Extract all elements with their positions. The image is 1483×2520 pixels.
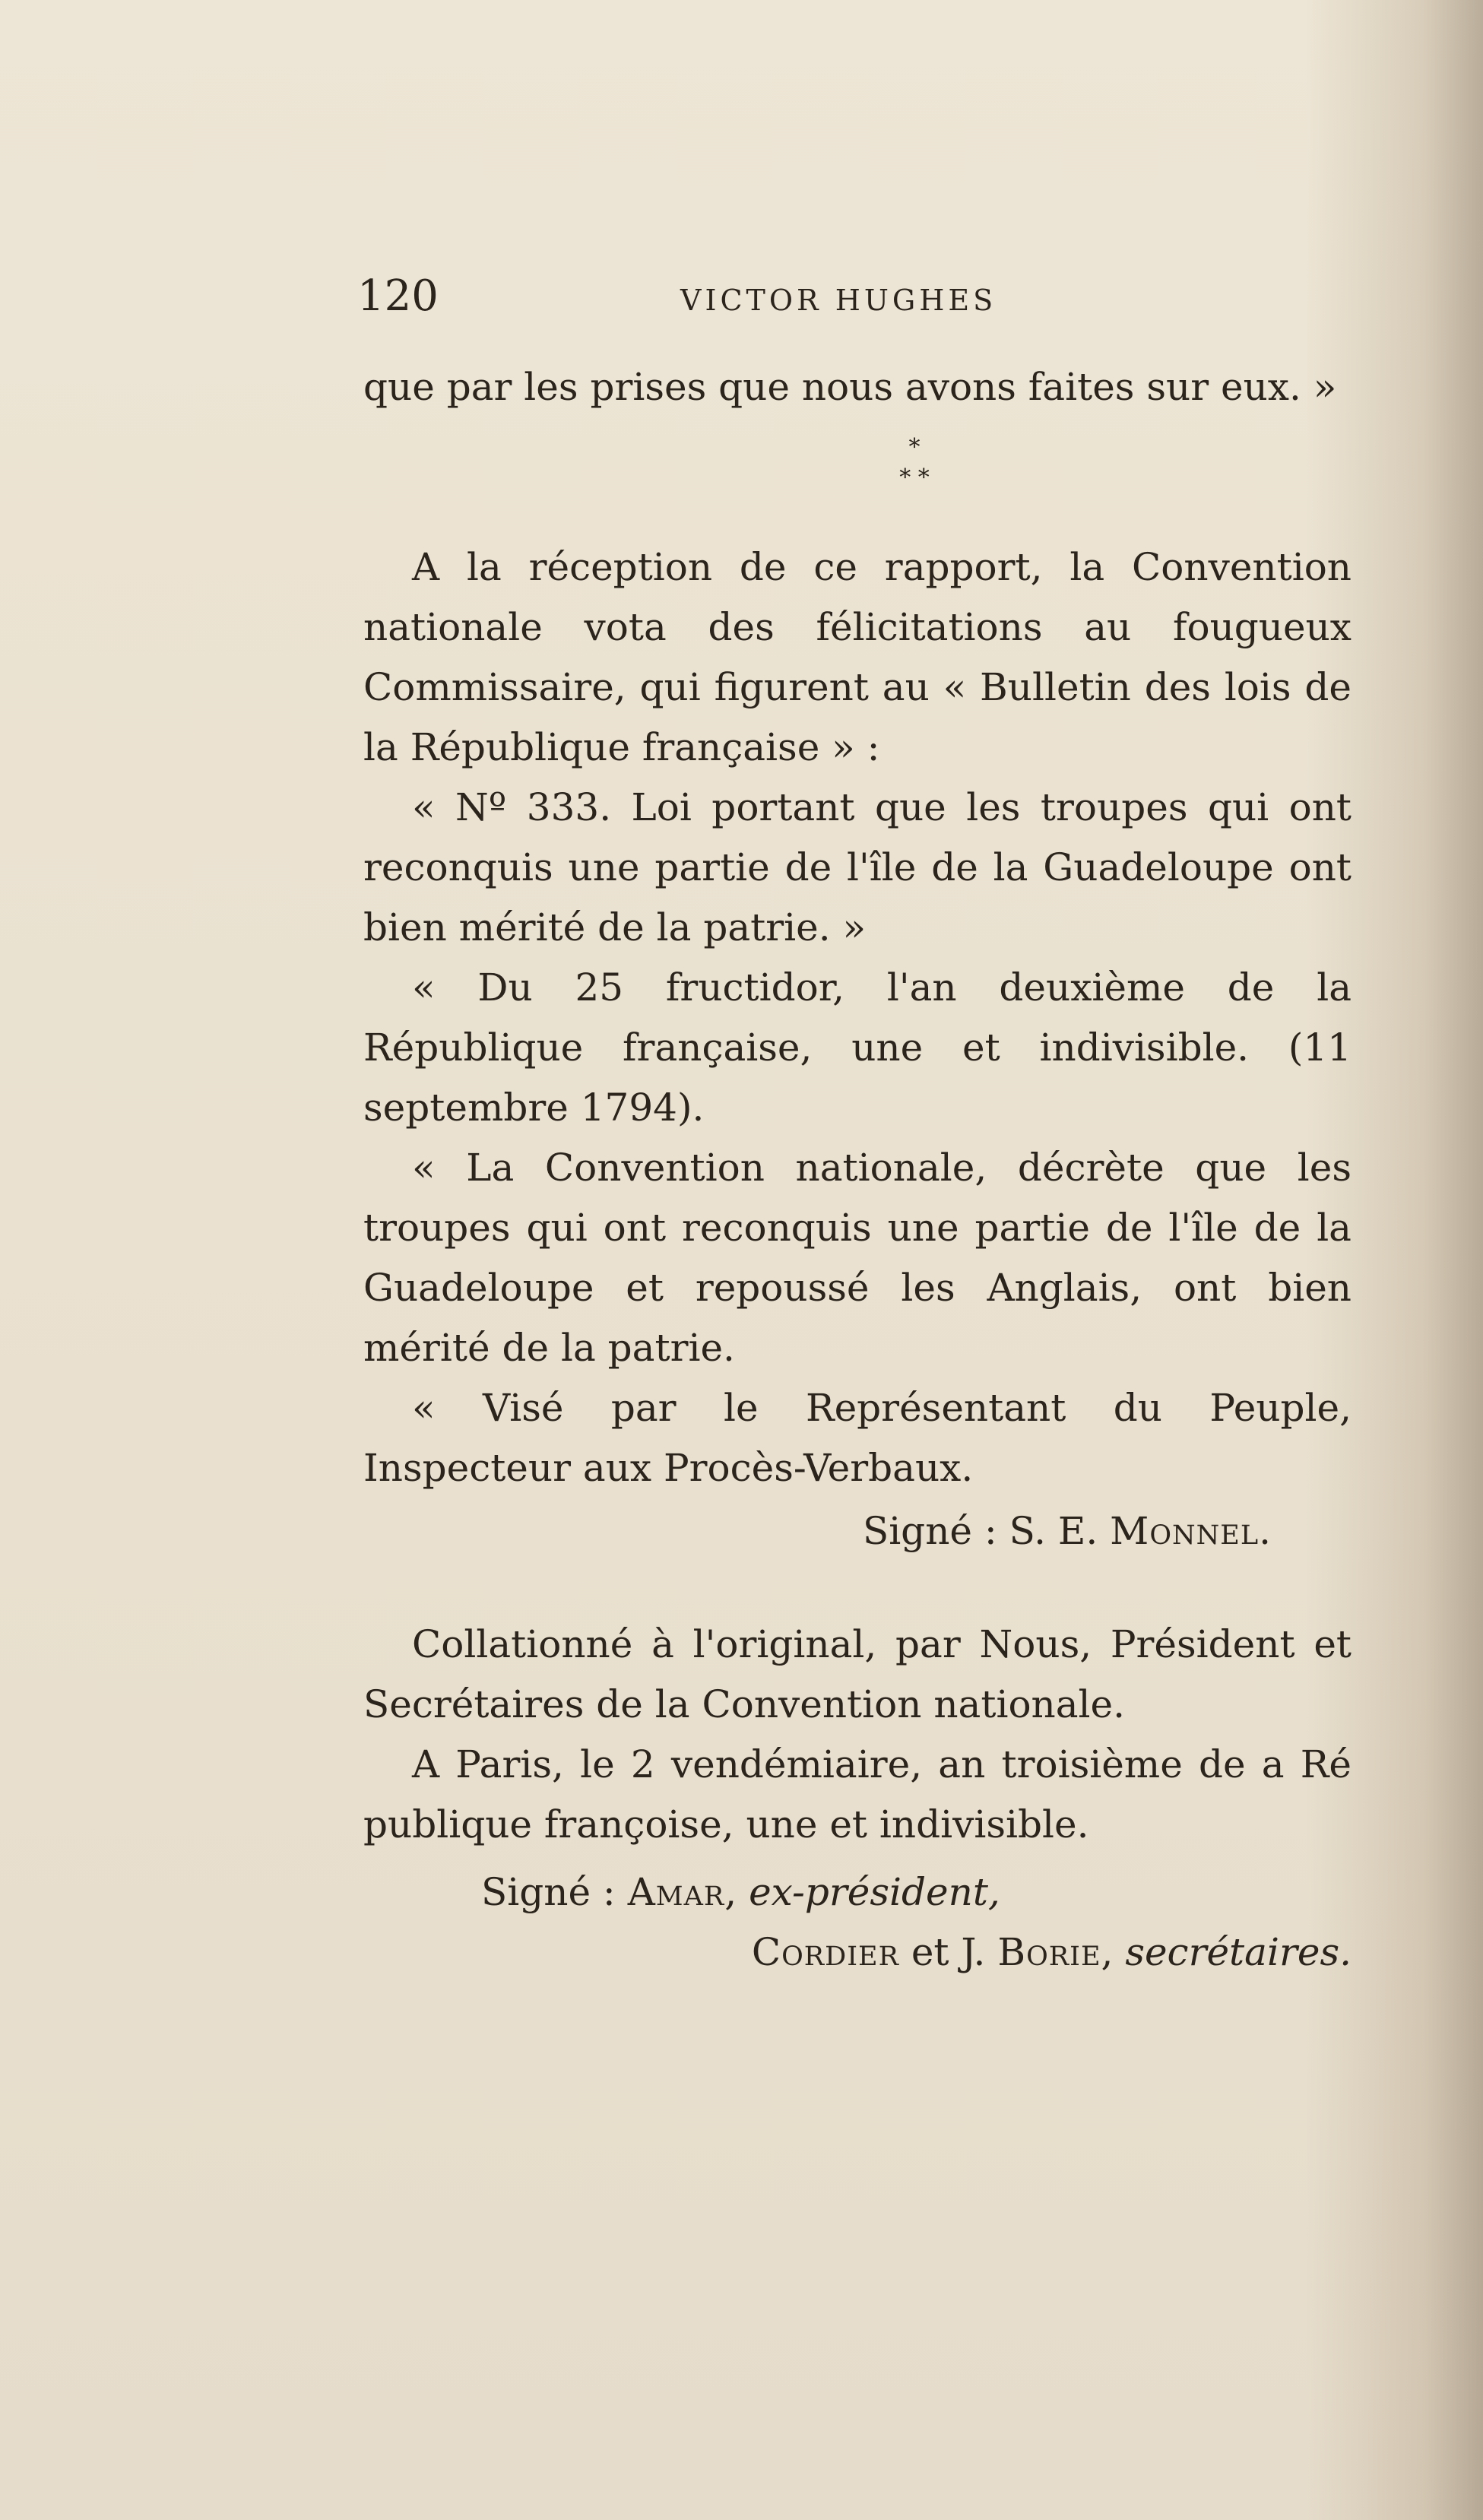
signature-monnel-prefix: Signé : S. E. bbox=[862, 1509, 1111, 1553]
paragraph-vise: « Visé par le Représentant du Peuple, Inspecteur aux Procès-Verbaux. bbox=[363, 1386, 1351, 1490]
signature-amar-role: ex-président, bbox=[749, 1870, 1000, 1914]
paragraph-date: « Du 25 fructidor, l'an deuxième de la République française, une et indivisible. (11 septembre 1794). bbox=[363, 965, 1351, 1130]
signature-cordier-name: Cordier bbox=[751, 1930, 899, 1974]
paragraph-continuation: que par les prises que nous avons faites sur eux. » bbox=[363, 365, 1337, 409]
signature-amar-prefix: Signé : bbox=[481, 1870, 628, 1914]
asterism-divider bbox=[363, 433, 1351, 493]
paragraph-law-333: « Nº 333. Loi portant que les troupes qui ont reconquis une partie de l'île de la Guadeloupe ont bien mérité de la patrie. » bbox=[363, 785, 1351, 949]
signature-borie-name: Borie bbox=[997, 1930, 1101, 1974]
paragraph-paris: A Paris, le 2 vendémiaire, an troisième de a Ré publique françoise, une et indivisible. bbox=[363, 1742, 1351, 1846]
paragraph-decree: « La Convention nationale, décrète que les troupes qui ont reconquis une partie de l'île de la Guadeloupe et repoussé les Anglais, ont bien mérité de la patrie. bbox=[363, 1146, 1351, 1370]
page-number: 120 bbox=[357, 271, 439, 321]
signature-borie-role: secrétaires. bbox=[1125, 1930, 1351, 1974]
signature-monnel-name: Monnel. bbox=[1110, 1509, 1272, 1553]
paragraph-collationne: Collationné à l'original, par Nous, Président et Secrétaires de la Convention nationale. bbox=[363, 1622, 1351, 1726]
asterism-bottom: * * bbox=[899, 464, 930, 491]
page-header bbox=[357, 270, 1361, 323]
signature-monnel bbox=[363, 1501, 1351, 1561]
signature-amar-name: Amar bbox=[627, 1870, 725, 1914]
page-body bbox=[363, 357, 1351, 1983]
signature-cordier-mid: et J. bbox=[898, 1930, 998, 1974]
spacer bbox=[363, 1561, 1351, 1615]
running-head: VICTOR HUGHES bbox=[680, 284, 997, 317]
asterism-top: * bbox=[908, 434, 921, 461]
paragraph-reception: A la réception de ce rapport, la Convention nationale vota des félicitations au fougueux Commissaire, qui figurent au « Bulletin des lois de la République française » : bbox=[363, 545, 1351, 769]
signature-amar: Signé : Amar, ex-président, bbox=[481, 1870, 1000, 1914]
signature-cordier-borie: Cordier et J. Borie, secrétaires. bbox=[751, 1930, 1351, 1974]
